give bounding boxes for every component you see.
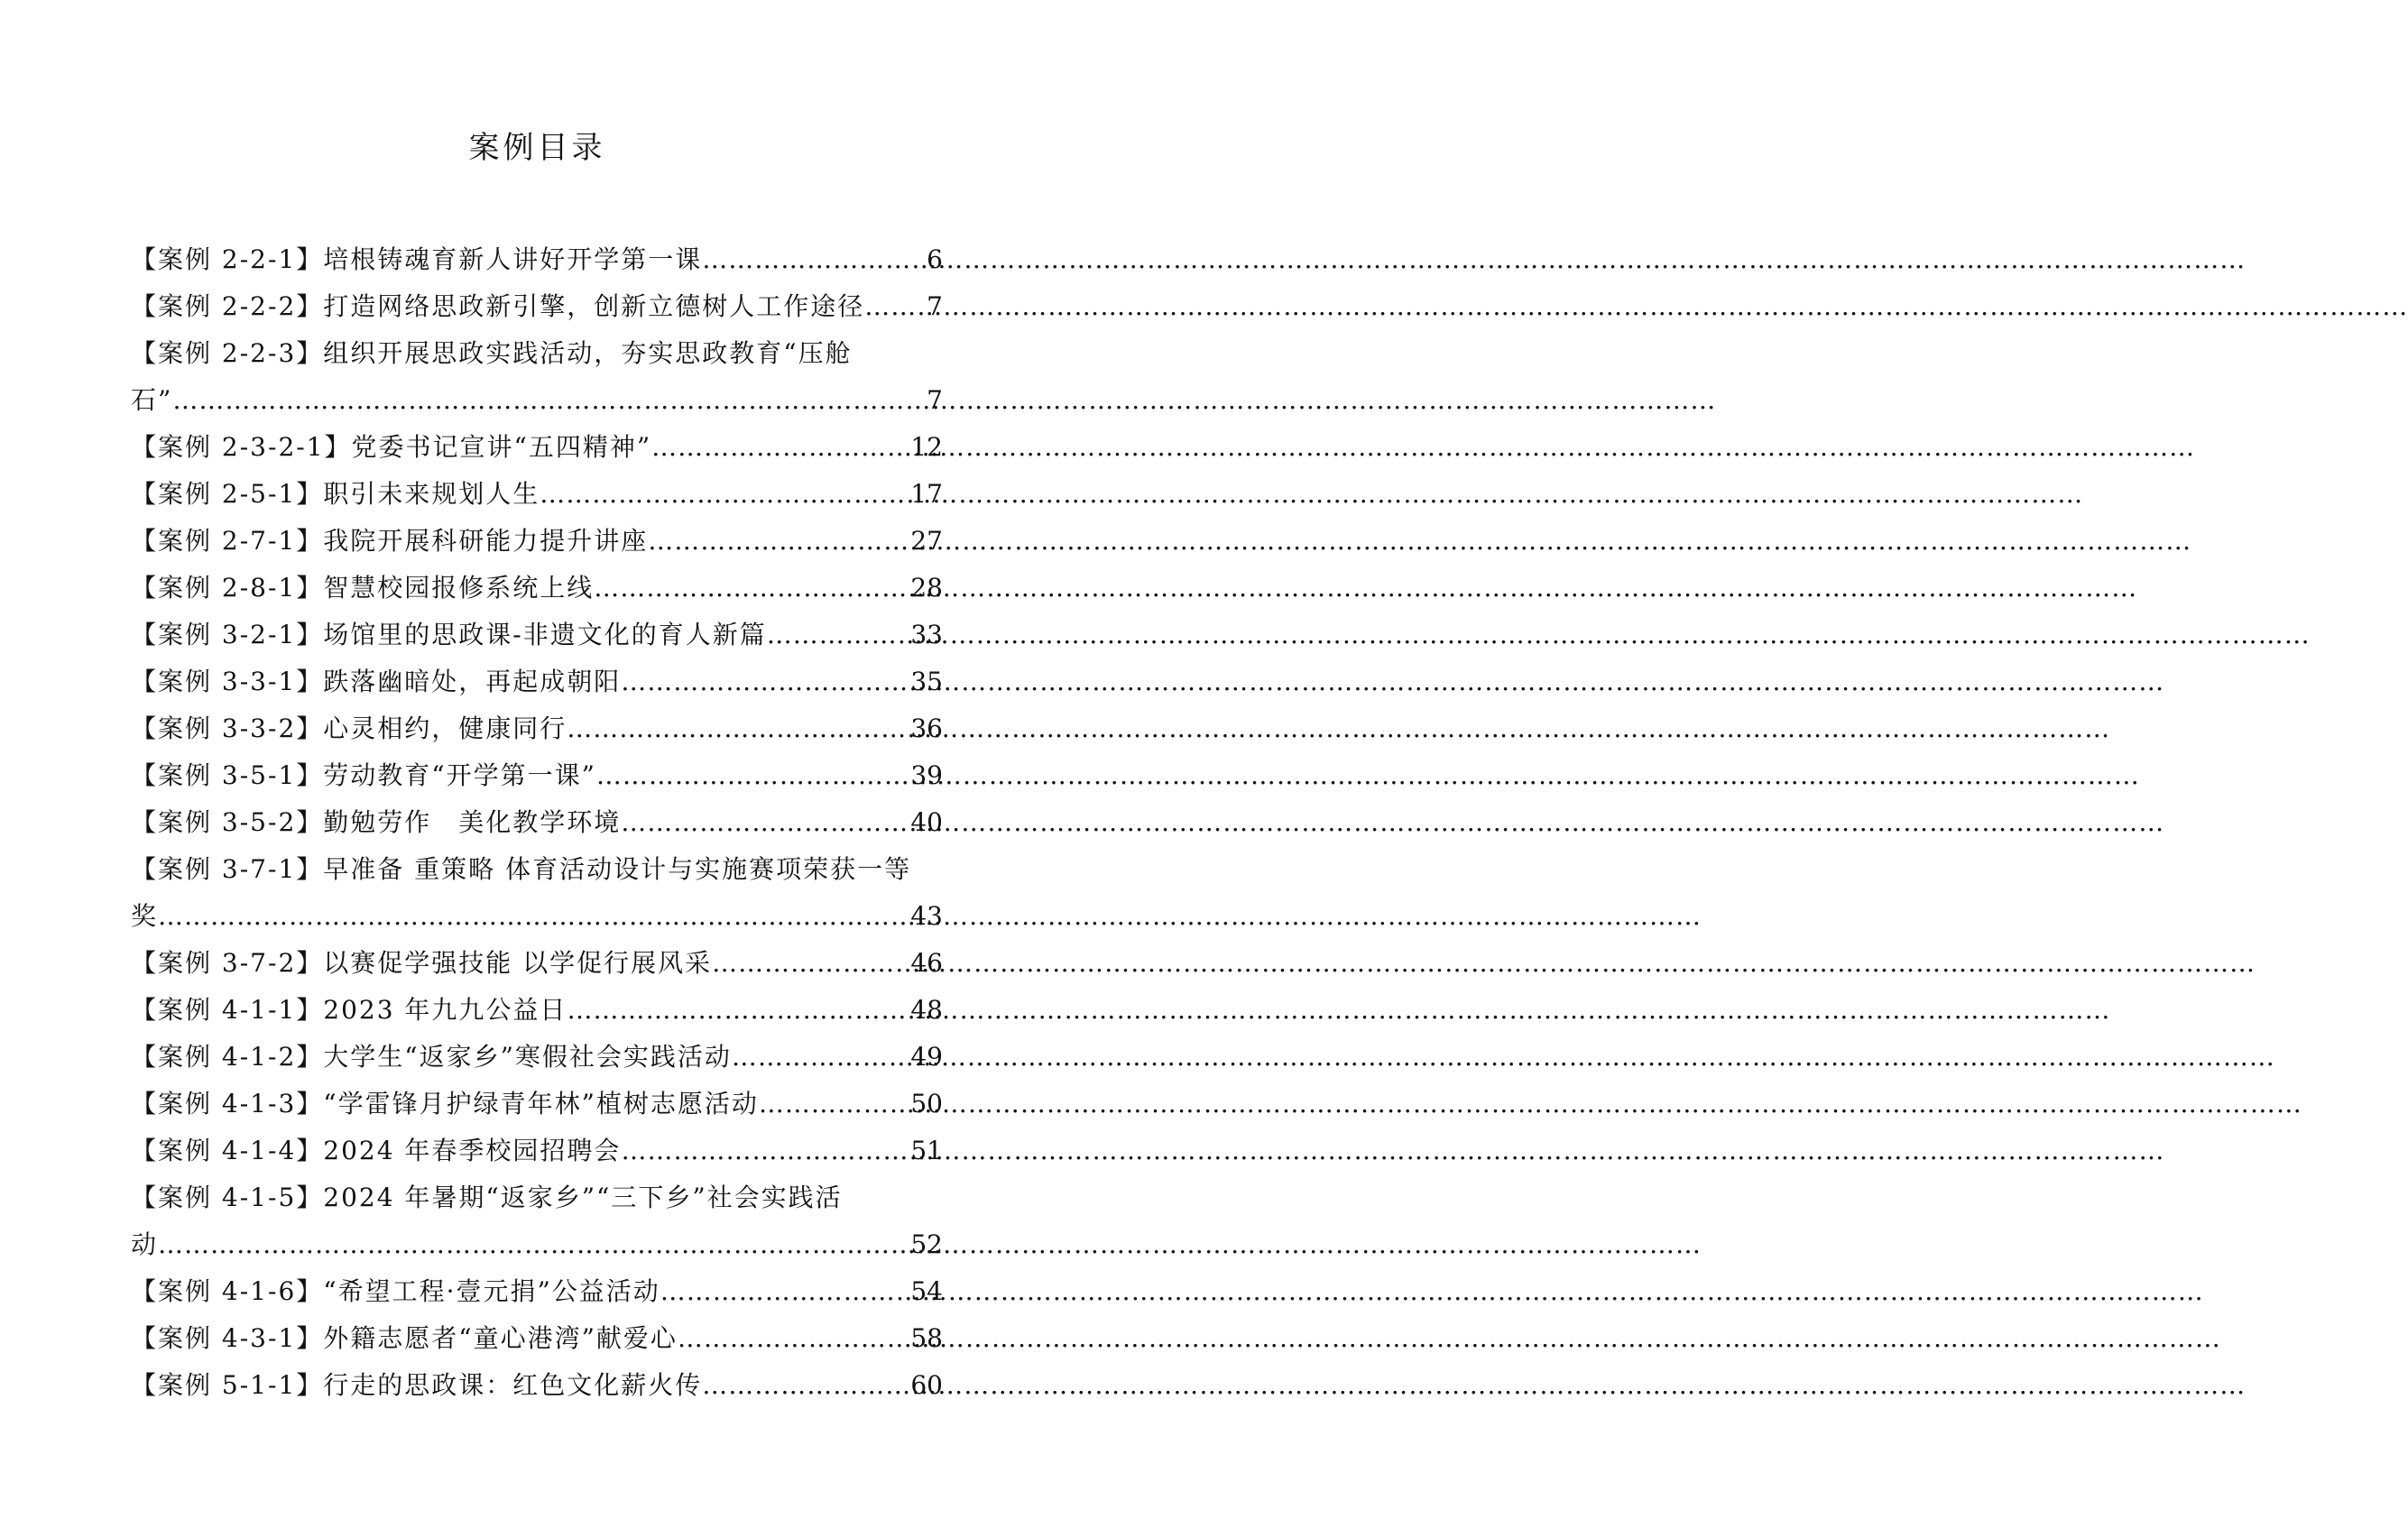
toc-page-number: 6 [927,244,943,274]
toc-leader-dots [596,752,910,799]
page-title: 案例目录 [468,130,606,166]
toc-entry[interactable] [131,940,943,987]
toc-page-number: 35 [910,667,943,696]
toc-entry-label: 【案例 4-1-5】2024 年暑期“返家乡”“三下乡”社会实践活 [131,1183,843,1212]
toc-entry-label: 【案例 5-1-1】行走的思政课：红色文化薪火传 [131,1370,703,1400]
toc-entry-label: 【案例 3-7-1】早准备 重策略 体育活动设计与实施赛项荣获一等 [131,854,912,884]
toc-leader-dots [621,1128,910,1174]
toc-page-number: 7 [927,385,943,415]
toc-entry-label-continued: 石” [131,385,173,415]
toc-page-number: 49 [910,1042,943,1072]
toc-leader-dots [712,940,910,987]
toc-leader-dots [621,658,910,705]
toc-entry-label: 【案例 3-5-1】劳动教育“开学第一课” [131,760,596,790]
toc-leader-dots [567,987,910,1034]
toc-entry-label: 【案例 2-2-1】培根铸魂育新人讲好开学第一课 [131,244,703,274]
toc-leader-dots [648,518,910,565]
toc-entry-label: 【案例 3-7-2】以赛促学强技能 以学促行展风采 [131,948,713,978]
toc-entry[interactable] [131,330,943,424]
toc-leader-dots [567,705,910,752]
toc-page-number: 54 [910,1276,943,1306]
toc-entry[interactable] [131,799,943,846]
toc-page-number: 60 [910,1370,943,1400]
toc-leader-dots [767,612,911,658]
toc-entry-label: 【案例 2-2-2】打造网络思政新引擎，创新立德树人工作途径 [131,291,865,321]
toc-leader-dots [759,1081,910,1128]
toc-entry-label: 【案例 2-5-1】职引未来规划人生 [131,479,540,509]
toc-entry[interactable] [131,612,943,658]
toc-leader-dots [864,283,927,330]
toc-entry-label: 【案例 4-1-6】“希望工程·壹元捐”公益活动 [131,1276,660,1306]
toc-leader-dots [732,1034,910,1081]
toc-page-number: 36 [910,713,943,743]
toc-page-number: 27 [910,526,943,556]
toc-entry-label: 【案例 3-5-2】勤勉劳作 美化教学环境 [131,807,622,837]
toc-entry[interactable] [131,846,943,940]
toc-leader-dots [651,424,910,471]
toc-entry-label: 【案例 3-2-1】场馆里的思政课-非遗文化的育人新篇 [131,620,767,649]
toc-page-number: 12 [910,432,943,462]
toc-page-number: 40 [910,807,943,837]
toc-leader-dots [660,1268,911,1315]
toc-leader-dots [702,1362,910,1409]
document-page [0,0,1075,1519]
toc-page-number: 43 [910,901,943,931]
toc-page-number: 28 [910,573,943,603]
toc-page-number: 33 [910,620,943,649]
toc-entry[interactable] [131,424,943,471]
toc-entry[interactable] [131,1081,943,1128]
toc-entry[interactable] [131,1034,943,1081]
toc-leader-dots [172,377,927,424]
toc-entry-label: 【案例 2-3-2-1】党委书记宣讲“五四精神” [131,432,652,462]
toc-page-number: 39 [910,760,943,790]
toc-page-number: 52 [910,1229,943,1259]
toc-entry[interactable] [131,1174,943,1268]
toc-entry-label: 【案例 4-3-1】外籍志愿者“童心港湾”献爱心 [131,1323,678,1353]
toc-entry-label: 【案例 3-3-2】心灵相约，健康同行 [131,713,567,743]
toc-entry[interactable] [131,1128,943,1174]
toc-entry-label: 【案例 2-2-3】组织开展思政实践活动，夯实思政教育“压舱 [131,338,853,368]
toc-page-number: 58 [910,1323,943,1353]
toc-entry-label: 【案例 4-1-3】“学雷锋月护绿青年林”植树志愿活动 [131,1089,759,1119]
toc-page-number: 50 [910,1089,943,1119]
toc-page-number: 48 [910,995,943,1025]
toc-entry[interactable] [131,518,943,565]
toc-entry-label: 【案例 2-8-1】智慧校园报修系统上线 [131,573,595,603]
toc-entry[interactable] [131,1315,943,1362]
toc-entry[interactable] [131,1268,943,1315]
toc-entry[interactable] [131,752,943,799]
toc-leader-dots [158,1221,910,1268]
toc-leader-dots [540,471,910,518]
toc-entry[interactable] [131,1362,943,1409]
toc-leader-dots [621,799,910,846]
toc-leader-dots [702,236,927,283]
toc-entry[interactable] [131,236,943,283]
toc-entry-label: 【案例 4-1-2】大学生“返家乡”寒假社会实践活动 [131,1042,732,1072]
toc-entry-label: 【案例 4-1-4】2024 年春季校园招聘会 [131,1136,622,1165]
toc-entry-label: 【案例 2-7-1】我院开展科研能力提升讲座 [131,526,649,556]
toc-entry[interactable] [131,658,943,705]
toc-entry[interactable] [131,283,943,330]
toc-entry-label-continued: 奖 [131,901,159,931]
toc-leader-dots [678,1315,910,1362]
toc-page-number: 17 [910,479,943,509]
toc-leader-dots [158,893,910,940]
toc-leader-dots [594,565,910,612]
toc-entry[interactable] [131,471,943,518]
toc-page-number: 46 [910,948,943,978]
toc-entry[interactable] [131,565,943,612]
toc-entry[interactable] [131,987,943,1034]
toc-entry-label-continued: 动 [131,1229,159,1259]
toc-entry[interactable] [131,705,943,752]
toc-page-number: 7 [927,291,943,321]
toc-entry-label: 【案例 3-3-1】跌落幽暗处，再起成朝阳 [131,667,622,696]
toc-entry-label: 【案例 4-1-1】2023 年九九公益日 [131,995,567,1025]
table-of-contents [131,236,943,1409]
toc-page-number: 51 [910,1136,943,1165]
